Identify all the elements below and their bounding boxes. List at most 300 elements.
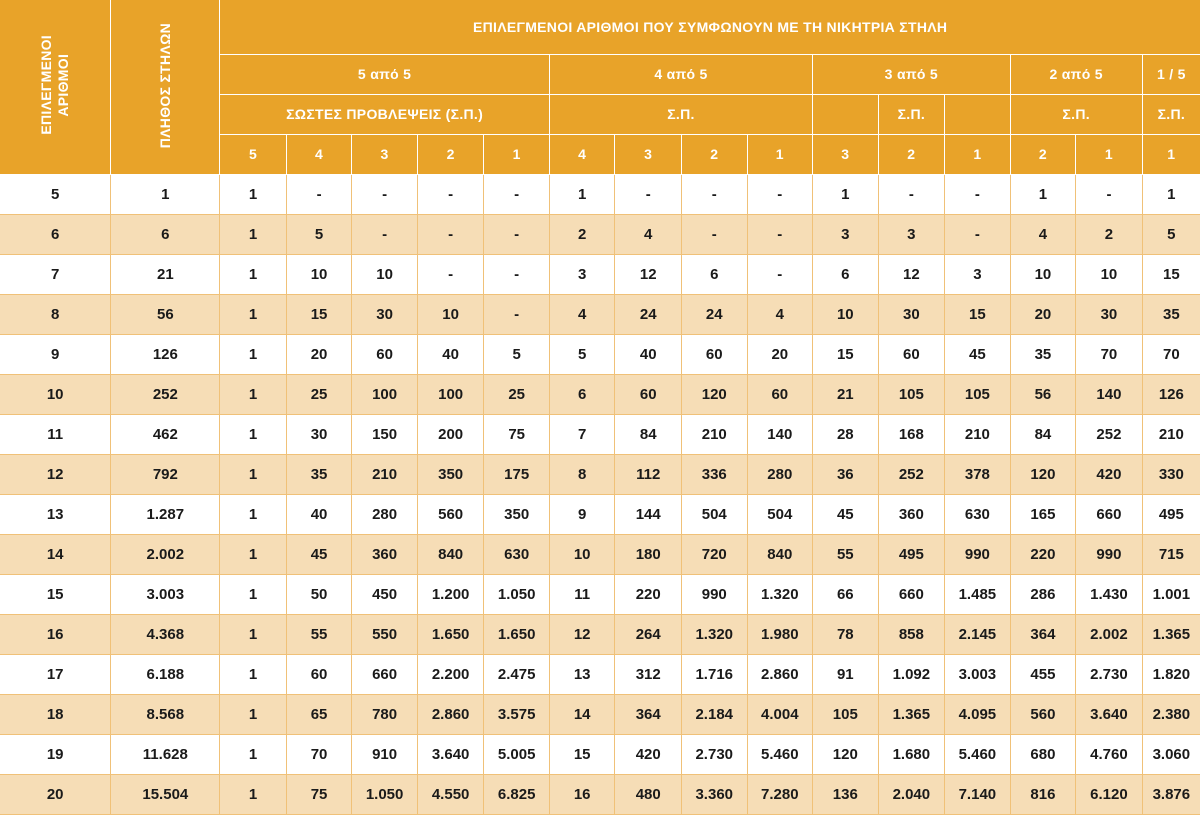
prediction-cell: 4 — [1010, 214, 1076, 254]
prediction-cell: 20 — [1010, 294, 1076, 334]
prediction-cell: - — [484, 174, 550, 214]
prediction-cell: 2 — [1076, 214, 1143, 254]
prediction-cell: 280 — [352, 494, 418, 534]
selected-numbers-cell: 14 — [0, 534, 111, 574]
prediction-cell: - — [1076, 174, 1143, 214]
prediction-cell: 60 — [286, 654, 352, 694]
prediction-cell: - — [747, 214, 813, 254]
prediction-cell: - — [747, 174, 813, 214]
table-row — [0, 774, 1200, 814]
prediction-cell: 1.200 — [417, 574, 484, 614]
table-row — [0, 614, 1200, 654]
prediction-cell: 30 — [1076, 294, 1143, 334]
prediction-cell: 1.650 — [484, 614, 550, 654]
prediction-cell: 25 — [484, 374, 550, 414]
prediction-cell: 5.460 — [945, 734, 1011, 774]
selected-numbers-cell: 17 — [0, 654, 111, 694]
table-row — [0, 494, 1200, 534]
prediction-cell: 5 — [484, 334, 550, 374]
prediction-cell: 990 — [1076, 534, 1143, 574]
selected-numbers-cell: 8 — [0, 294, 111, 334]
prediction-cell: 75 — [484, 414, 550, 454]
prediction-cell: 120 — [681, 374, 747, 414]
prediction-cell: 45 — [286, 534, 352, 574]
prediction-cell: 10 — [417, 294, 484, 334]
selected-numbers-cell: 20 — [0, 774, 111, 814]
prediction-cell: 990 — [681, 574, 747, 614]
prediction-cell: 3 — [945, 254, 1011, 294]
prediction-cell: 4.760 — [1076, 734, 1143, 774]
table-row — [0, 334, 1200, 374]
sub-column-header: 1 — [747, 134, 813, 174]
table-body — [0, 174, 1200, 814]
sub-column-header: 2 — [417, 134, 484, 174]
prediction-cell: 3 — [549, 254, 615, 294]
columns-count-cell: 21 — [111, 254, 220, 294]
prediction-cell: 36 — [813, 454, 879, 494]
prediction-cell: 168 — [878, 414, 945, 454]
prediction-cell: 25 — [286, 374, 352, 414]
columns-count-cell: 792 — [111, 454, 220, 494]
sub-column-header: 1 — [484, 134, 550, 174]
prediction-cell: 12 — [615, 254, 682, 294]
sp-header-blank — [813, 94, 879, 134]
prediction-cell: 1.650 — [417, 614, 484, 654]
sp-header-2of5: Σ.Π. — [1010, 94, 1142, 134]
prediction-cell: 2.730 — [681, 734, 747, 774]
prediction-cell: 210 — [1142, 414, 1200, 454]
prediction-cell: 858 — [878, 614, 945, 654]
sub-column-header: 1 — [945, 134, 1011, 174]
prediction-cell: - — [878, 174, 945, 214]
sp-header-1of5: Σ.Π. — [1142, 94, 1200, 134]
prediction-cell: - — [417, 174, 484, 214]
prediction-cell: 30 — [352, 294, 418, 334]
prediction-cell: 3.876 — [1142, 774, 1200, 814]
prediction-cell: 140 — [1076, 374, 1143, 414]
prediction-cell: 264 — [615, 614, 682, 654]
prediction-cell: - — [484, 214, 550, 254]
prediction-cell: 35 — [286, 454, 352, 494]
prediction-cell: 45 — [813, 494, 879, 534]
prediction-cell: 1 — [549, 174, 615, 214]
prediction-cell: 6.825 — [484, 774, 550, 814]
prediction-cell: 75 — [286, 774, 352, 814]
prediction-cell: - — [681, 174, 747, 214]
table-row — [0, 534, 1200, 574]
sp-header-3of5: Σ.Π. — [878, 94, 945, 134]
prediction-cell: 1.092 — [878, 654, 945, 694]
prediction-cell: - — [945, 174, 1011, 214]
prediction-cell: - — [681, 214, 747, 254]
prediction-cell: 780 — [352, 694, 418, 734]
prediction-cell: 1.320 — [681, 614, 747, 654]
prediction-cell: - — [484, 294, 550, 334]
prediction-cell: - — [417, 214, 484, 254]
prediction-cell: 450 — [352, 574, 418, 614]
prediction-cell: 1 — [220, 774, 287, 814]
sub-column-header: 3 — [813, 134, 879, 174]
prediction-cell: - — [286, 174, 352, 214]
prediction-cell: 3.003 — [945, 654, 1011, 694]
prediction-cell: 45 — [945, 334, 1011, 374]
sub-column-header: 2 — [1010, 134, 1076, 174]
columns-count-header: ΠΛΗΘΟΣ ΣΤΗΛΩΝ — [111, 0, 220, 174]
prediction-cell: 1 — [220, 374, 287, 414]
group-4-of-5: 4 από 5 — [549, 54, 812, 94]
prediction-cell: 4 — [549, 294, 615, 334]
prediction-cell: 1 — [220, 254, 287, 294]
prediction-cell: 660 — [878, 574, 945, 614]
prediction-cell: 1 — [220, 214, 287, 254]
prediction-cell: 220 — [1010, 534, 1076, 574]
prediction-cell: - — [484, 254, 550, 294]
prediction-cell: 60 — [681, 334, 747, 374]
sub-column-header: 4 — [286, 134, 352, 174]
prediction-cell: 144 — [615, 494, 682, 534]
prediction-cell: 40 — [286, 494, 352, 534]
prediction-cell: 9 — [549, 494, 615, 534]
main-title-header: ΕΠΙΛΕΓΜΕΝΟΙ ΑΡΙΘΜΟΙ ΠΟΥ ΣΥΜΦΩΝΟΥΝ ΜΕ ΤΗ ΝΙΚΗΤΡΙΑ ΣΤΗΛΗ — [220, 0, 1200, 54]
prediction-cell: 4.095 — [945, 694, 1011, 734]
prediction-cell: 280 — [747, 454, 813, 494]
prediction-cell: 175 — [484, 454, 550, 494]
prediction-cell: 7.140 — [945, 774, 1011, 814]
prediction-cell: 286 — [1010, 574, 1076, 614]
table-row — [0, 174, 1200, 214]
prediction-cell: 84 — [615, 414, 682, 454]
prediction-cell: 7 — [549, 414, 615, 454]
prediction-cell: 55 — [286, 614, 352, 654]
prediction-cell: 200 — [417, 414, 484, 454]
selected-numbers-cell: 7 — [0, 254, 111, 294]
prediction-cell: 5 — [286, 214, 352, 254]
selected-numbers-cell: 10 — [0, 374, 111, 414]
columns-count-cell: 1.287 — [111, 494, 220, 534]
prediction-cell: 3 — [813, 214, 879, 254]
prediction-cell: 20 — [747, 334, 813, 374]
prediction-cell: 504 — [747, 494, 813, 534]
table-row — [0, 694, 1200, 734]
selected-numbers-cell: 11 — [0, 414, 111, 454]
prediction-cell: 840 — [747, 534, 813, 574]
table-row — [0, 254, 1200, 294]
prediction-cell: 816 — [1010, 774, 1076, 814]
prediction-cell: 100 — [417, 374, 484, 414]
selected-numbers-cell: 19 — [0, 734, 111, 774]
prediction-cell: 840 — [417, 534, 484, 574]
selected-numbers-cell: 12 — [0, 454, 111, 494]
selected-numbers-header: ΕΠΙΛΕΓΜΕΝΟΙ ΑΡΙΘΜΟΙ — [0, 0, 111, 174]
prediction-cell: 15 — [286, 294, 352, 334]
prediction-cell: 91 — [813, 654, 879, 694]
prediction-cell: 105 — [945, 374, 1011, 414]
columns-count-cell: 15.504 — [111, 774, 220, 814]
prediction-cell: 84 — [1010, 414, 1076, 454]
prediction-cell: 2.860 — [747, 654, 813, 694]
selected-numbers-cell: 15 — [0, 574, 111, 614]
prediction-cell: 364 — [615, 694, 682, 734]
columns-count-cell: 8.568 — [111, 694, 220, 734]
prediction-cell: 3.640 — [1076, 694, 1143, 734]
prediction-cell: 2 — [549, 214, 615, 254]
prediction-cell: 330 — [1142, 454, 1200, 494]
prediction-cell: 10 — [286, 254, 352, 294]
group-5-of-5: 5 από 5 — [220, 54, 550, 94]
prediction-cell: 910 — [352, 734, 418, 774]
prediction-cell: 11 — [549, 574, 615, 614]
table-row — [0, 374, 1200, 414]
prediction-cell: 312 — [615, 654, 682, 694]
prediction-cell: - — [945, 214, 1011, 254]
columns-count-cell: 252 — [111, 374, 220, 414]
prediction-cell: 2.730 — [1076, 654, 1143, 694]
selected-numbers-cell: 5 — [0, 174, 111, 214]
correct-predictions-header: ΣΩΣΤΕΣ ΠΡΟΒΛΕΨΕΙΣ (Σ.Π.) — [220, 94, 550, 134]
prediction-cell: 560 — [417, 494, 484, 534]
prediction-cell: 60 — [747, 374, 813, 414]
prediction-cell: - — [352, 214, 418, 254]
prediction-cell: 378 — [945, 454, 1011, 494]
prediction-cell: 70 — [1076, 334, 1143, 374]
columns-count-cell: 3.003 — [111, 574, 220, 614]
prediction-cell: 15 — [945, 294, 1011, 334]
prediction-cell: 1.980 — [747, 614, 813, 654]
prediction-cell: 1 — [220, 454, 287, 494]
prediction-cell: 5 — [549, 334, 615, 374]
prediction-cell: 1.820 — [1142, 654, 1200, 694]
table-row — [0, 214, 1200, 254]
prediction-cell: 40 — [615, 334, 682, 374]
sub-column-header: 1 — [1076, 134, 1143, 174]
prediction-cell: 1 — [1010, 174, 1076, 214]
sub-column-header: 1 — [1142, 134, 1200, 174]
prediction-cell: 210 — [945, 414, 1011, 454]
prediction-cell: 3.575 — [484, 694, 550, 734]
prediction-cell: 16 — [549, 774, 615, 814]
prediction-cell: 105 — [878, 374, 945, 414]
prediction-cell: 1 — [220, 174, 287, 214]
prediction-cell: 10 — [813, 294, 879, 334]
prediction-cell: 50 — [286, 574, 352, 614]
prediction-cell: 1.680 — [878, 734, 945, 774]
prediction-cell: 1 — [220, 614, 287, 654]
table-row — [0, 734, 1200, 774]
prediction-cell: 495 — [1142, 494, 1200, 534]
prediction-cell: 252 — [1076, 414, 1143, 454]
prediction-cell: 5.460 — [747, 734, 813, 774]
prediction-cell: 15 — [1142, 254, 1200, 294]
prediction-cell: 10 — [549, 534, 615, 574]
prediction-cell: 60 — [878, 334, 945, 374]
columns-count-cell: 6 — [111, 214, 220, 254]
prediction-cell: 1 — [220, 294, 287, 334]
prediction-cell: 360 — [878, 494, 945, 534]
prediction-cell: 12 — [549, 614, 615, 654]
prediction-cell: 1.050 — [352, 774, 418, 814]
prediction-cell: 2.184 — [681, 694, 747, 734]
prediction-cell: 60 — [615, 374, 682, 414]
prediction-cell: 720 — [681, 534, 747, 574]
sp-header-blank — [945, 94, 1011, 134]
prediction-cell: 2.145 — [945, 614, 1011, 654]
prediction-cell: 1 — [220, 654, 287, 694]
selected-numbers-cell: 6 — [0, 214, 111, 254]
prediction-cell: 252 — [878, 454, 945, 494]
prediction-cell: 180 — [615, 534, 682, 574]
prediction-cell: 1 — [220, 334, 287, 374]
prediction-cell: 364 — [1010, 614, 1076, 654]
prediction-cell: 10 — [1076, 254, 1143, 294]
prediction-cell: 6 — [681, 254, 747, 294]
prediction-cell: 126 — [1142, 374, 1200, 414]
columns-count-cell: 462 — [111, 414, 220, 454]
columns-count-cell: 6.188 — [111, 654, 220, 694]
prediction-cell: - — [417, 254, 484, 294]
prediction-cell: 3.360 — [681, 774, 747, 814]
prediction-cell: 4 — [747, 294, 813, 334]
prediction-cell: 10 — [1010, 254, 1076, 294]
prediction-cell: 1 — [220, 534, 287, 574]
sub-column-header: 2 — [681, 134, 747, 174]
prediction-cell: 2.002 — [1076, 614, 1143, 654]
prediction-cell: 24 — [615, 294, 682, 334]
prediction-cell: 1 — [1142, 174, 1200, 214]
prediction-cell: 15 — [813, 334, 879, 374]
prediction-cell: 420 — [1076, 454, 1143, 494]
prediction-cell: 220 — [615, 574, 682, 614]
prediction-cell: 112 — [615, 454, 682, 494]
selected-numbers-cell: 9 — [0, 334, 111, 374]
prediction-cell: 3.640 — [417, 734, 484, 774]
columns-count-cell: 56 — [111, 294, 220, 334]
prediction-cell: 6 — [813, 254, 879, 294]
prediction-cell: 100 — [352, 374, 418, 414]
table-header — [0, 0, 1200, 174]
columns-count-cell: 1 — [111, 174, 220, 214]
prediction-cell: 550 — [352, 614, 418, 654]
prediction-cell: 455 — [1010, 654, 1076, 694]
prediction-cell: 350 — [417, 454, 484, 494]
sp-header-4of5: Σ.Π. — [549, 94, 812, 134]
prediction-cell: 66 — [813, 574, 879, 614]
selected-numbers-cell: 16 — [0, 614, 111, 654]
columns-count-cell: 126 — [111, 334, 220, 374]
prediction-cell: 1.001 — [1142, 574, 1200, 614]
prediction-cell: - — [352, 174, 418, 214]
prediction-cell: 28 — [813, 414, 879, 454]
prediction-cell: 1.365 — [878, 694, 945, 734]
sub-column-header: 3 — [352, 134, 418, 174]
prediction-cell: 1.430 — [1076, 574, 1143, 614]
prediction-cell: 10 — [352, 254, 418, 294]
prediction-cell: 336 — [681, 454, 747, 494]
prediction-cell: 1 — [813, 174, 879, 214]
prediction-cell: 15 — [549, 734, 615, 774]
prediction-cell: 630 — [484, 534, 550, 574]
prediction-cell: 1.365 — [1142, 614, 1200, 654]
prediction-cell: 70 — [286, 734, 352, 774]
prediction-cell: 20 — [286, 334, 352, 374]
group-1-of-5: 1 / 5 — [1142, 54, 1200, 94]
prediction-cell: - — [615, 174, 682, 214]
prediction-cell: 2.380 — [1142, 694, 1200, 734]
sub-column-header: 4 — [549, 134, 615, 174]
prediction-cell: 1 — [220, 694, 287, 734]
prediction-cell: 8 — [549, 454, 615, 494]
prediction-cell: 40 — [417, 334, 484, 374]
prediction-cell: 1.716 — [681, 654, 747, 694]
selected-numbers-cell: 18 — [0, 694, 111, 734]
group-2-of-5: 2 από 5 — [1010, 54, 1142, 94]
prediction-cell: 2.200 — [417, 654, 484, 694]
prediction-cell: 105 — [813, 694, 879, 734]
prediction-cell: 3.060 — [1142, 734, 1200, 774]
prediction-cell: 1 — [220, 414, 287, 454]
prediction-cell: 360 — [352, 534, 418, 574]
table-row — [0, 414, 1200, 454]
prediction-cell: 165 — [1010, 494, 1076, 534]
prediction-cell: 1 — [220, 574, 287, 614]
prediction-cell: 1.320 — [747, 574, 813, 614]
prediction-cell: 1 — [220, 734, 287, 774]
prediction-cell: 5 — [1142, 214, 1200, 254]
prediction-cell: 210 — [681, 414, 747, 454]
prediction-cell: 120 — [813, 734, 879, 774]
prediction-cell: 55 — [813, 534, 879, 574]
prediction-cell: 30 — [286, 414, 352, 454]
prediction-cell: 6.120 — [1076, 774, 1143, 814]
prediction-cell: 4.550 — [417, 774, 484, 814]
prediction-cell: 140 — [747, 414, 813, 454]
prediction-cell: 495 — [878, 534, 945, 574]
prediction-cell: 12 — [878, 254, 945, 294]
prediction-cell: 1 — [220, 494, 287, 534]
prediction-cell: 5.005 — [484, 734, 550, 774]
prediction-cell: 70 — [1142, 334, 1200, 374]
sub-column-header: 3 — [615, 134, 682, 174]
prediction-cell: 78 — [813, 614, 879, 654]
prediction-cell: 150 — [352, 414, 418, 454]
prediction-cell: 630 — [945, 494, 1011, 534]
prediction-cell: 2.040 — [878, 774, 945, 814]
prediction-cell: 30 — [878, 294, 945, 334]
columns-count-cell: 4.368 — [111, 614, 220, 654]
prediction-cell: 14 — [549, 694, 615, 734]
table-row — [0, 294, 1200, 334]
prediction-cell: 21 — [813, 374, 879, 414]
prediction-cell: 680 — [1010, 734, 1076, 774]
prediction-cell: 136 — [813, 774, 879, 814]
prediction-cell: 3 — [878, 214, 945, 254]
prediction-cell: 4.004 — [747, 694, 813, 734]
prediction-cell: 65 — [286, 694, 352, 734]
table-row — [0, 654, 1200, 694]
prediction-cell: 35 — [1142, 294, 1200, 334]
prediction-cell: 350 — [484, 494, 550, 534]
prediction-cell: 35 — [1010, 334, 1076, 374]
prediction-cell: 2.475 — [484, 654, 550, 694]
prediction-cell: 990 — [945, 534, 1011, 574]
prediction-cell: 56 — [1010, 374, 1076, 414]
prediction-cell: 480 — [615, 774, 682, 814]
prediction-cell: - — [747, 254, 813, 294]
columns-count-cell: 2.002 — [111, 534, 220, 574]
sub-column-header: 5 — [220, 134, 287, 174]
prediction-cell: 1.050 — [484, 574, 550, 614]
table-row — [0, 454, 1200, 494]
prediction-cell: 7.280 — [747, 774, 813, 814]
